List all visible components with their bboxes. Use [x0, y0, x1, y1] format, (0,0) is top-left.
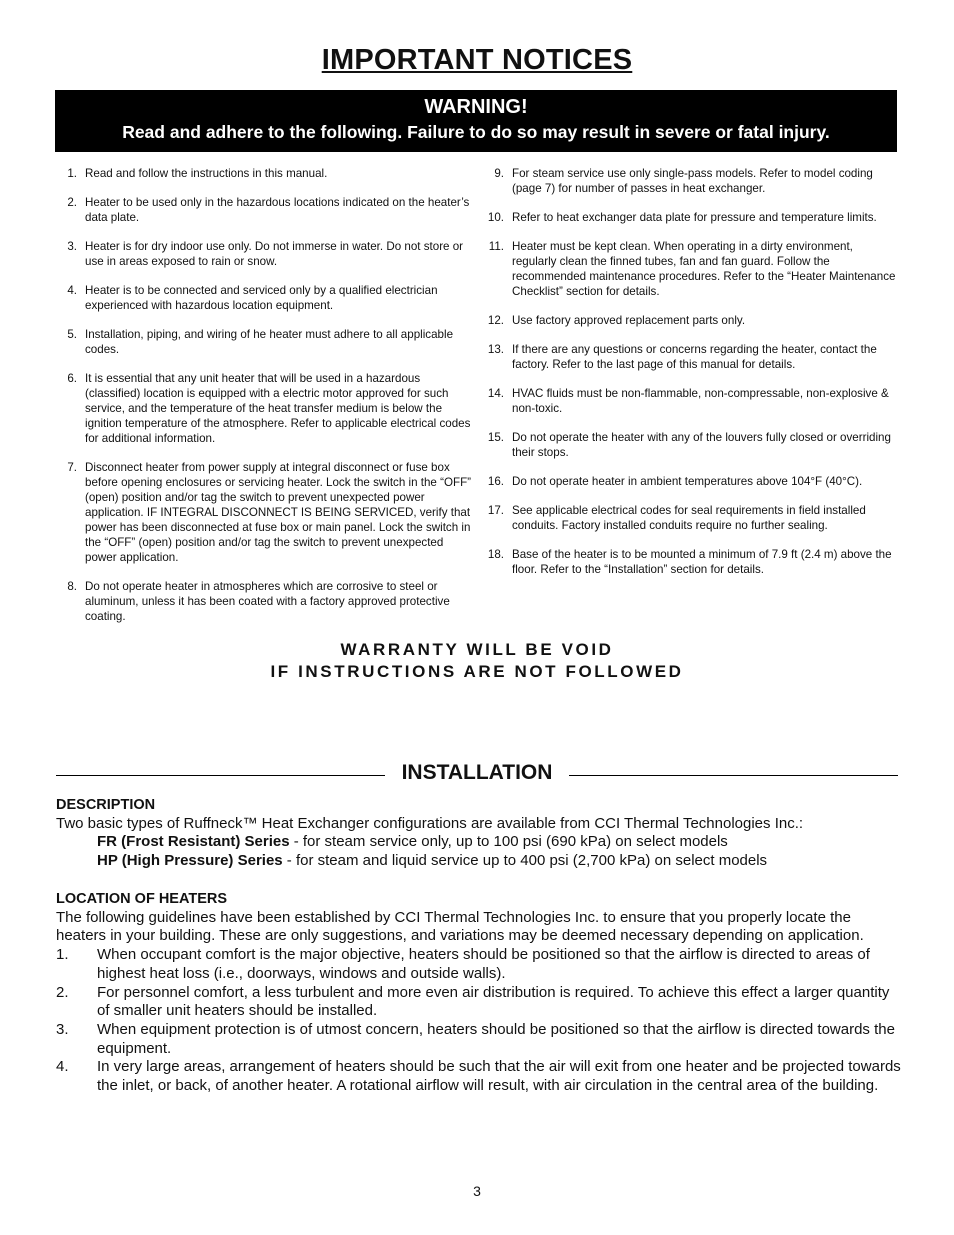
heading-rule-right [569, 775, 898, 776]
notice-text: Do not operate the heater with any of the louvers fully closed or overriding their stops. [512, 431, 891, 459]
notice-text: Do not operate heater in ambient temperatures above 104°F (40°C). [512, 475, 863, 488]
notice-text: Heater must be kept clean. When operating in a dirty environment, regularly clean the finned tubes, fan and fan guard. Follow the recommended maintenance procedures. Refer to the “Heater Maintenance Checklist” section for details. [512, 240, 896, 298]
notice-item [482, 342, 900, 372]
description-section [56, 796, 901, 871]
notice-number: 2. [67, 196, 77, 209]
guideline-number: 4. [56, 1058, 69, 1076]
notice-number: 6. [67, 372, 77, 385]
guideline-number: 1. [56, 946, 69, 964]
notice-item [482, 547, 900, 577]
notice-number: 16. [487, 475, 504, 488]
series-item [56, 833, 901, 852]
notice-number: 5. [67, 328, 77, 341]
notice-number: 13. [487, 343, 504, 356]
notice-item [482, 474, 900, 489]
location-section [56, 890, 901, 1096]
notice-number: 1. [67, 167, 77, 180]
warranty-line-2: IF INSTRUCTIONS ARE NOT FOLLOWED [270, 662, 684, 681]
guideline-item [56, 946, 901, 983]
notice-text: If there are any questions or concerns regarding the heater, contact the factory. Refer to the last page of this manual for details. [512, 343, 877, 371]
notice-item [55, 195, 475, 225]
notice-item [482, 166, 900, 196]
installation-heading [56, 760, 898, 786]
notice-item [482, 386, 900, 416]
description-heading: DESCRIPTION [56, 797, 156, 813]
location-heading: LOCATION OF HEATERS [56, 891, 228, 907]
notice-number: 17. [487, 504, 504, 517]
guideline-item [56, 1021, 901, 1058]
guideline-text: When equipment protection is of utmost concern, heaters should be positioned so that the airflow is directed towards the equipment. [97, 1020, 895, 1057]
location-text: The following guidelines have been established by CCI Thermal Technologies Inc. to ensure that you properly locate the heaters in your building. These are only suggestions, and variations may be deemed necessary depending on application. [56, 908, 864, 945]
notice-text: For steam service use only single-pass models. Refer to model coding (page 7) for number of passes in heat exchanger. [512, 167, 873, 195]
notice-text: Heater is to be connected and serviced only by a qualified electrician experienced with hazardous location equipment. [85, 284, 438, 312]
notice-number: 11. [488, 240, 504, 253]
notices-right-column [482, 166, 900, 591]
notice-item [482, 430, 900, 460]
series-desc: - for steam and liquid service up to 400 psi (2,700 kPa) on select models [282, 852, 768, 870]
warning-subtitle: Read and adhere to the following. Failure to do so may result in severe or fatal injury. [122, 122, 830, 142]
notice-text: See applicable electrical codes for seal requirements in field installed conduits. Factory installed conduits require no further sealing. [512, 504, 866, 532]
notice-number: 18. [487, 548, 504, 561]
notice-item [55, 166, 475, 181]
guideline-text: When occupant comfort is the major objective, heaters should be positioned so that the airflow is directed to areas of highest heat loss (i.e., doorways, windows and outside walls). [97, 946, 870, 982]
guideline-item [56, 1058, 901, 1095]
section-title: INSTALLATION [401, 761, 553, 784]
notice-number: 7. [67, 461, 77, 474]
notice-text: Disconnect heater from power supply at integral disconnect or fuse box before opening enclosures or servicing heater. Lock the switch in the “OFF” (open) position and/or tag the switch to prevent unexpected power application. IF INTEGRAL DISCONNECT IS BEING SERVICED, verify that power has been disconnected at fuse box or main panel. Lock the switch in the “OFF” (open) position and/or tag the switch to prevent unexpected power application. [85, 461, 472, 564]
notice-item [55, 283, 475, 313]
notice-number: 9. [494, 167, 504, 180]
notice-text: It is essential that any unit heater that will be used in a hazardous (classified) location is equipped with a electric motor approved for such service, and the temperature of the heat transfer medium is below the ignition temperature of the atmosphere. Refer to applicable electrical codes for additional information. [85, 372, 471, 445]
series-desc: - for steam service only, up to 100 psi (690 kPa) on select models [289, 833, 728, 851]
guideline-text: In very large areas, arrangement of heaters should be such that the air will exit from one heater and be projected towards the inlet, or back, of another heater. A rotational airflow will result, with air circulation in the central area of the building. [97, 1058, 901, 1095]
warning-title: WARNING! [424, 96, 528, 118]
notice-number: 8. [67, 580, 77, 593]
notice-text: HVAC fluids must be non-flammable, non-compressable, non-explosive & non-toxic. [512, 387, 889, 415]
notice-item [55, 579, 475, 624]
notice-item [482, 313, 900, 328]
notice-item [55, 327, 475, 357]
notice-text: Heater to be used only in the hazardous locations indicated on the heater’s data plate. [85, 196, 470, 224]
notice-text: Heater is for dry indoor use only. Do not immerse in water. Do not store or use in areas exposed to rain or snow. [85, 240, 464, 268]
guideline-number: 3. [56, 1020, 69, 1038]
warranty-notice [0, 639, 954, 683]
notice-item [55, 460, 475, 565]
notice-text: Installation, piping, and wiring of he heater must adhere to all applicable codes. [85, 328, 454, 356]
description-text: Two basic types of Ruffneck™ Heat Exchanger configurations are available from CCI Thermal Technologies Inc.: [56, 814, 804, 832]
notice-number: 12. [487, 314, 504, 327]
notices-left-column [55, 166, 475, 638]
series-name: FR (Frost Resistant) Series [97, 833, 290, 851]
warranty-line-1: WARRANTY WILL BE VOID [340, 640, 614, 659]
series-item [56, 852, 901, 871]
notice-item [482, 210, 900, 225]
notice-item [55, 371, 475, 446]
notice-number: 15. [487, 431, 504, 444]
notice-text: Refer to heat exchanger data plate for pressure and temperature limits. [512, 211, 877, 224]
notice-item [482, 239, 900, 299]
notice-text: Base of the heater is to be mounted a minimum of 7.9 ft (2.4 m) above the floor. Refer to the “Installation” section for details. [512, 548, 892, 576]
notice-number: 14. [487, 387, 504, 400]
page-title: IMPORTANT NOTICES [321, 44, 633, 76]
warning-banner [55, 90, 897, 152]
notice-text: Do not operate heater in atmospheres which are corrosive to steel or aluminum, unless it has been coated with a factory approved protective coating. [85, 580, 450, 623]
notice-text: Use factory approved replacement parts only. [512, 314, 746, 327]
notice-number: 3. [67, 240, 77, 253]
notice-text: Read and follow the instructions in this manual. [85, 167, 328, 180]
notice-item [55, 239, 475, 269]
notice-item [482, 503, 900, 533]
series-name: HP (High Pressure) Series [97, 852, 283, 870]
notice-number: 10. [487, 211, 504, 224]
page-number: 3 [473, 1183, 481, 1199]
guideline-item [56, 984, 901, 1021]
guideline-number: 2. [56, 983, 69, 1001]
notice-number: 4. [67, 284, 77, 297]
guideline-text: For personnel comfort, a less turbulent and more even air distribution is required. To achieve this effect a larger quantity of smaller unit heaters should be installed. [97, 983, 890, 1020]
